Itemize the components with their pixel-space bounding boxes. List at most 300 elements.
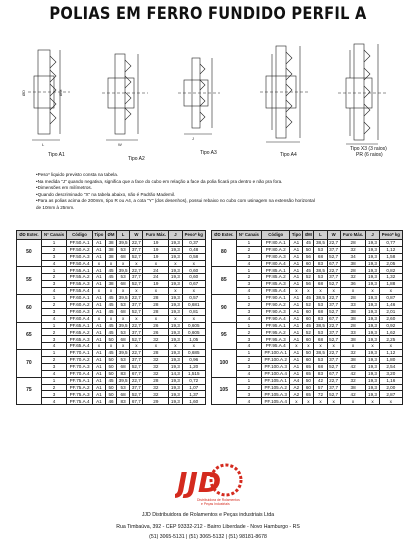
table-cell: 19,3 [169, 350, 182, 357]
table-cell: 38 [340, 308, 366, 315]
table-cell: 37,7 [327, 357, 340, 364]
table-cell: 38 [340, 336, 366, 343]
table-cell: PF.95.A.3 [262, 336, 290, 343]
diagram-label-a1: Tipo A1 [48, 152, 65, 158]
table-cell: 28 [143, 301, 169, 308]
table-cell: 32 [143, 336, 169, 343]
note-item: •Dimensões em milímetros. [36, 185, 92, 191]
table-cell: 53 [117, 246, 130, 253]
table-cell: 53 [314, 246, 327, 253]
table-cell: x [117, 288, 130, 295]
table-cell: 38 [340, 315, 366, 322]
table-cell: 19,3 [169, 357, 182, 364]
table-cell: 2,05 [379, 260, 402, 267]
table-cell: PF.80.A.4 [262, 260, 290, 267]
table-cell: 2,00 [379, 384, 402, 391]
table-cell: A1 [92, 357, 105, 364]
table-cell: 2 [41, 246, 67, 253]
table-row [17, 295, 206, 302]
diagram-label-a4: Tipo A4 [280, 152, 297, 158]
table-cell: 4 [41, 260, 67, 267]
table-cell: 42 [340, 363, 366, 370]
table-cell: 0,48 [182, 246, 206, 253]
table-cell: 19,3 [366, 350, 379, 357]
table-cell: 39,5 [117, 350, 130, 357]
table-cell: x [106, 260, 117, 267]
table-cell: 60 [303, 357, 314, 364]
table-cell: x [143, 260, 169, 267]
table-cell: 67,7 [327, 315, 340, 322]
table-cell: x [92, 315, 105, 322]
table-row [17, 274, 206, 281]
table-cell: 19,3 [169, 377, 182, 384]
diameter-cell: 50 [17, 239, 42, 267]
table-cell: PF.105.A.3 [262, 391, 290, 398]
table-cell: 3 [41, 281, 67, 288]
table-cell: 32 [143, 391, 169, 398]
table-cell: A1 [92, 363, 105, 370]
table-cell: 68 [314, 363, 327, 370]
table-cell: 39,5 [117, 239, 130, 246]
table-cell: PF.75.A.3 [67, 391, 92, 398]
table-cell: 19,3 [169, 253, 182, 260]
table-cell: 1,12 [379, 350, 402, 357]
table-cell: 2 [41, 384, 67, 391]
table-cell: 68 [314, 281, 327, 288]
table-cell: 4 [236, 260, 261, 267]
table-cell: PF.100.A.3 [262, 363, 290, 370]
table-cell: 0,96 [182, 357, 206, 364]
table-row [17, 308, 206, 315]
footer-company: JJD Distribuidora de Rolamentos e Peças industriais Ltda [141, 512, 275, 518]
company-logo [175, 462, 245, 508]
table-cell: 60 [303, 308, 314, 315]
table-cell: 19,3 [366, 377, 379, 384]
table-cell: 2 [41, 274, 67, 281]
table-cell: x [290, 288, 303, 295]
table-cell: 37,7 [130, 274, 143, 281]
table-cell: PF.100.A.2 [262, 357, 290, 364]
table-cell: 34 [340, 253, 366, 260]
table-cell: x [130, 288, 143, 295]
table-row [212, 308, 403, 315]
table-cell: 32 [340, 350, 366, 357]
table-cell: 1 [236, 377, 261, 384]
pulley-table-right [211, 230, 403, 405]
table-cell: PF.100.A.1 [262, 350, 290, 357]
table-cell: A1 [290, 308, 303, 315]
table-cell: PF.80.A.3 [262, 253, 290, 260]
table-row [17, 350, 206, 357]
table-row [212, 239, 403, 246]
table-cell: 52,7 [327, 253, 340, 260]
diameter-cell: 65 [17, 322, 42, 350]
table-cell: 67,7 [327, 260, 340, 267]
table-cell: 3 [236, 253, 261, 260]
table-cell: 1,60 [182, 398, 206, 405]
table-cell: 14,3 [169, 370, 182, 377]
table-row [17, 384, 206, 391]
table-row [212, 377, 403, 384]
table-row [212, 363, 403, 370]
column-header: Código [262, 231, 290, 240]
table-cell: A1 [290, 357, 303, 364]
table-row [17, 246, 206, 253]
table-row [17, 260, 206, 267]
table-cell: PF.65.A.4 [67, 343, 92, 350]
table-cell: 22,7 [327, 239, 340, 246]
table-cell: 0,82 [379, 267, 402, 274]
table-cell: 22,7 [327, 267, 340, 274]
table-cell: 50 [106, 384, 117, 391]
table-row [212, 384, 403, 391]
diameter-cell: 105 [212, 377, 237, 405]
table-cell: 37,7 [327, 384, 340, 391]
table-cell: 1,16 [379, 377, 402, 384]
table-cell: 53 [117, 384, 130, 391]
table-cell: A1 [92, 391, 105, 398]
table-cell: 46 [106, 398, 117, 405]
table-row [212, 315, 403, 322]
table-row [17, 336, 206, 343]
table-cell: 1 [236, 322, 261, 329]
table-row [17, 267, 206, 274]
note-item: •Na medida "J" quando negativa, significa que a face do cubo em relação a face da polia ficará pra dentro e não pra fora. [36, 178, 283, 184]
table-row [212, 343, 403, 350]
table-cell: 68 [117, 253, 130, 260]
table-cell: PF.50.A.3 [67, 253, 92, 260]
table-cell: 1 [41, 239, 67, 246]
table-cell: PF.80.A.2 [262, 246, 290, 253]
table-row [212, 301, 403, 308]
table-cell: x [92, 260, 105, 267]
table-cell: x [117, 315, 130, 322]
column-header: ØM [303, 231, 314, 240]
table-cell: A1 [290, 301, 303, 308]
table-cell: 65 [303, 370, 314, 377]
table-cell: 56 [303, 253, 314, 260]
table-cell: 22,7 [327, 350, 340, 357]
table-cell: A1 [92, 239, 105, 246]
table-cell: 68 [314, 308, 327, 315]
table-cell: PF.50.A.2 [67, 246, 92, 253]
table-cell: 4 [236, 288, 261, 295]
table-cell: PF.90.A.3 [262, 308, 290, 315]
note-item: •Quando descriminado "X" na tabela abaixo, não é Padrão Mademil. [36, 191, 176, 197]
table-cell: 29 [143, 398, 169, 405]
table-cell: 36 [340, 281, 366, 288]
table-cell: 37,7 [327, 246, 340, 253]
footer-address: Rua Timbaúva, 392 - CEP 93332-212 - Bairro Liberdade - Novo Hamburgo - RS [116, 524, 300, 530]
table-cell: 1 [41, 322, 67, 329]
table-cell: 28 [340, 295, 366, 302]
note-item: •Para as polias acima de 200mm, tipo R ou A4, a cota "Y" (dos desenhos), possui rebaixo no cubo com usinagem na extensão horizontal [36, 198, 315, 204]
table-cell: 3,20 [379, 370, 402, 377]
column-header: L [117, 231, 130, 240]
table-cell: 37,7 [130, 329, 143, 336]
table-cell: A2 [290, 391, 303, 398]
diameter-cell: 70 [17, 350, 42, 378]
table-cell: 19,3 [366, 329, 379, 336]
table-cell: 19 [143, 253, 169, 260]
table-cell: 22,7 [130, 322, 143, 329]
table-cell: A1 [92, 301, 105, 308]
table-cell: 83 [117, 370, 130, 377]
table-cell: 19,3 [366, 363, 379, 370]
table-row [17, 315, 206, 322]
table-row [212, 322, 403, 329]
diagram-tipo-a4 [260, 46, 310, 142]
table-cell: PF.75.A.1 [67, 377, 92, 384]
table-cell: 83 [314, 260, 327, 267]
table-cell: 2 [41, 329, 67, 336]
table-cell: 2 [41, 357, 67, 364]
table-cell: 19,3 [366, 301, 379, 308]
table-cell: 19,3 [366, 391, 379, 398]
table-cell: 0,58 [182, 253, 206, 260]
table-cell: 45 [106, 350, 117, 357]
table-cell: 28 [143, 308, 169, 315]
table-cell: 1,12 [379, 246, 402, 253]
table-row [212, 398, 403, 405]
table-cell: 45 [303, 322, 314, 329]
table-cell: 0,67 [182, 281, 206, 288]
table-cell: 19,3 [366, 253, 379, 260]
table-cell: 50 [303, 377, 314, 384]
pulley-diagrams [20, 36, 400, 166]
table-row [17, 363, 206, 370]
table-cell: x [106, 288, 117, 295]
column-header: Tipo [290, 231, 303, 240]
table-row [212, 246, 403, 253]
table-cell: 53 [314, 274, 327, 281]
table-cell: A1 [92, 295, 105, 302]
diagram-tipo-a2 [102, 54, 148, 140]
table-cell: 28 [340, 239, 366, 246]
table-cell: 45 [303, 239, 314, 246]
table-cell: 50 [106, 336, 117, 343]
note-item: •Peso* liquido previsto consta na tabela. [36, 172, 119, 177]
table-cell: 45 [106, 301, 117, 308]
table-cell: 22,7 [130, 295, 143, 302]
table-cell: x [303, 343, 314, 350]
table-cell: x [117, 343, 130, 350]
table-cell: 0,87 [379, 295, 402, 302]
table-cell: 3 [236, 308, 261, 315]
table-cell: 52,7 [327, 363, 340, 370]
table-cell: 45 [106, 377, 117, 384]
table-cell: 38,5 [314, 322, 327, 329]
column-header: J [169, 231, 182, 240]
table-cell: 4 [41, 288, 67, 295]
table-cell: 1,88 [379, 281, 402, 288]
footer-phones: (51) 3065-5131 | (51) 3065-5132 | (51) 98181-8678 [149, 534, 267, 540]
table-cell: 52,7 [327, 281, 340, 288]
table-cell: A1 [92, 274, 105, 281]
table-cell: 52,7 [130, 281, 143, 288]
column-header: Tipo [92, 231, 105, 240]
table-cell: 42 [314, 377, 327, 384]
table-cell: 68 [117, 281, 130, 288]
table-cell: 2 [236, 329, 261, 336]
table-row [212, 370, 403, 377]
table-cell: PF.70.A.1 [67, 350, 92, 357]
table-cell: 3 [41, 336, 67, 343]
table-cell: 19,3 [366, 308, 379, 315]
table-cell: 45 [106, 267, 117, 274]
table-cell: 38 [106, 239, 117, 246]
table-row [212, 295, 403, 302]
table-cell: x [130, 260, 143, 267]
table-cell: 24 [143, 274, 169, 281]
table-cell: 19,3 [366, 357, 379, 364]
table-cell: 1 [236, 267, 261, 274]
table-cell: PF.75.A.2 [67, 384, 92, 391]
table-cell: 65 [303, 363, 314, 370]
dim-label-d: ØD [21, 90, 26, 96]
table-cell: 68 [117, 336, 130, 343]
table-cell: 19,3 [366, 274, 379, 281]
table-cell: x [379, 398, 402, 405]
table-cell: 19,3 [169, 281, 182, 288]
table-cell: 19,3 [169, 274, 182, 281]
table-cell: 67,7 [327, 370, 340, 377]
table-cell: 19,3 [366, 295, 379, 302]
table-cell: 4 [41, 343, 67, 350]
table-cell: 22,7 [327, 322, 340, 329]
table-cell: A1 [290, 370, 303, 377]
table-cell: PF.70.A.3 [67, 363, 92, 370]
table-row [17, 377, 206, 384]
table-cell: 19,3 [366, 260, 379, 267]
table-cell: 19,3 [169, 301, 182, 308]
table-cell: 19,3 [366, 315, 379, 322]
table-cell: 4 [41, 398, 67, 405]
table-cell: 19,3 [366, 281, 379, 288]
table-cell: PF.70.A.4 [67, 370, 92, 377]
table-cell: 28 [143, 350, 169, 357]
column-header: N° Canais [41, 231, 67, 240]
table-cell: 52 [303, 301, 314, 308]
table-cell: 68 [314, 253, 327, 260]
table-cell: 28 [143, 377, 169, 384]
table-cell: PF.95.A.1 [262, 322, 290, 329]
table-cell: 37,7 [130, 301, 143, 308]
table-cell: 2 [236, 246, 261, 253]
diameter-cell: 55 [17, 267, 42, 295]
table-cell: 52,7 [130, 308, 143, 315]
table-cell: 38 [106, 246, 117, 253]
table-cell: PF.95.A.4 [262, 343, 290, 350]
table-cell: PF.85.A.3 [262, 281, 290, 288]
table-cell: 1,32 [379, 274, 402, 281]
table-cell: 42 [340, 370, 366, 377]
diagram-label-pr: PR (6 raios) [356, 152, 383, 158]
table-cell: x [169, 343, 182, 350]
table-row [212, 260, 403, 267]
table-cell: x [143, 315, 169, 322]
table-cell: 32 [143, 357, 169, 364]
table-cell: 32 [143, 370, 169, 377]
table-cell: 19,3 [169, 363, 182, 370]
table-row [17, 357, 206, 364]
table-cell: 28 [143, 295, 169, 302]
table-row [212, 288, 403, 295]
table-cell: x [327, 343, 340, 350]
table-cell: 32 [340, 377, 366, 384]
table-cell: 1 [236, 239, 261, 246]
column-header: Peso* kg [379, 231, 402, 240]
table-cell: 2 [236, 301, 261, 308]
table-cell: 3 [41, 253, 67, 260]
table-cell: 19,3 [366, 239, 379, 246]
table-cell: 1,37 [182, 391, 206, 398]
table-cell: 1 [41, 377, 67, 384]
table-cell: 38,5 [314, 239, 327, 246]
table-row [17, 301, 206, 308]
table-cell: 2,01 [379, 308, 402, 315]
column-header: Furo Máx. [340, 231, 366, 240]
table-cell: A1 [92, 398, 105, 405]
table-cell: 19,3 [366, 246, 379, 253]
table-cell: 3 [236, 336, 261, 343]
table-cell: 2,60 [379, 315, 402, 322]
table-cell: 4 [41, 315, 67, 322]
table-cell: 37,7 [130, 384, 143, 391]
table-cell: 38 [106, 281, 117, 288]
table-cell: A1 [290, 322, 303, 329]
table-cell: 52,7 [327, 336, 340, 343]
table-cell: x [340, 398, 366, 405]
table-cell: PF.85.A.1 [262, 267, 290, 274]
table-row [212, 391, 403, 398]
table-cell: 24 [143, 267, 169, 274]
table-cell: 39,5 [117, 267, 130, 274]
table-cell: A1 [92, 267, 105, 274]
table-cell: 4 [236, 315, 261, 322]
table-cell: A1 [92, 329, 105, 336]
column-header: Código [67, 231, 92, 240]
table-cell: A1 [92, 384, 105, 391]
table-cell: 19,3 [169, 246, 182, 253]
column-header: L [314, 231, 327, 240]
diameter-cell: 90 [212, 295, 237, 323]
table-cell: 19,3 [366, 267, 379, 274]
table-cell: 1 [236, 295, 261, 302]
table-cell: 42 [340, 391, 366, 398]
table-cell: 1,58 [379, 253, 402, 260]
table-cell: x [117, 260, 130, 267]
table-cell: 39,5 [117, 322, 130, 329]
table-cell: 0,72 [182, 377, 206, 384]
table-cell: A1 [290, 336, 303, 343]
table-cell: 22,7 [327, 377, 340, 384]
note-item: de 10mm à 25mm. [36, 204, 75, 210]
table-cell: 19,3 [169, 391, 182, 398]
table-cell: x [182, 343, 206, 350]
table-cell: 38 [340, 384, 366, 391]
table-cell: 1,07 [182, 384, 206, 391]
table-cell: x [366, 288, 379, 295]
table-cell: 57 [314, 384, 327, 391]
table-cell: x [314, 398, 327, 405]
table-cell: A1 [92, 350, 105, 357]
table-cell: A1 [290, 274, 303, 281]
table-cell: x [92, 343, 105, 350]
table-cell: 45 [303, 295, 314, 302]
table-cell: 0,605 [182, 322, 206, 329]
table-cell: x [303, 288, 314, 295]
